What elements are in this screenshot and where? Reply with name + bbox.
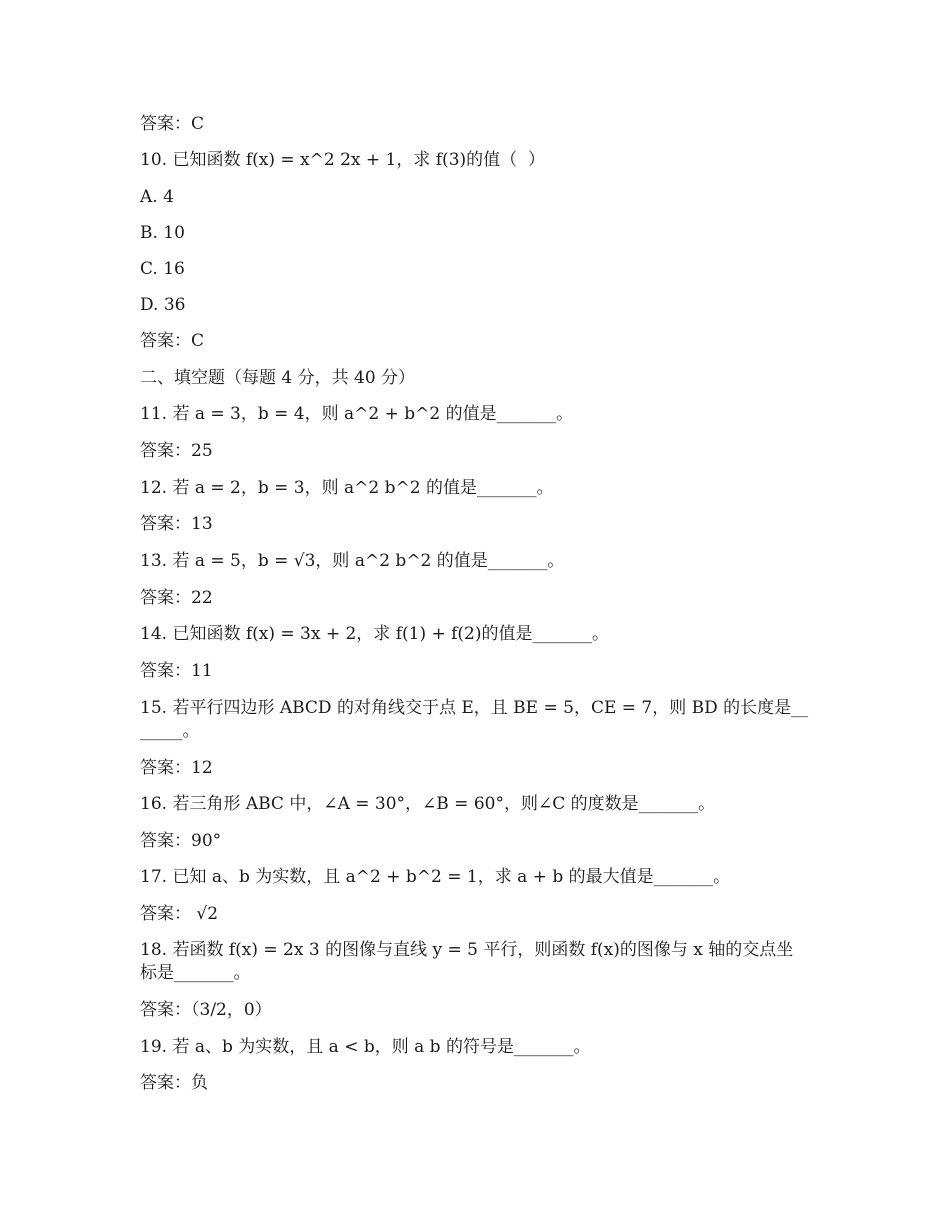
answer-17: 答案： √2: [140, 904, 219, 924]
answer-10: 答案：C: [140, 331, 205, 351]
option-d: D. 36: [140, 295, 186, 315]
answer-13: 答案：22: [140, 588, 213, 608]
answer-11: 答案：25: [140, 441, 213, 461]
question-15: 15. 若平行四边形 ABCD 的对角线交于点 E，且 BE = 5，CE = 7，则 BD 的长度是_______。: [140, 698, 809, 741]
option-c: C. 16: [140, 259, 185, 279]
answer-15: 答案：12: [140, 758, 213, 778]
answer-14: 答案：11: [140, 661, 213, 681]
question-13: 13. 若 a = 5，b = √3，则 a^2 b^2 的值是_______。: [140, 551, 565, 571]
answer-16: 答案：90°: [140, 831, 222, 851]
question-11: 11. 若 a = 3，b = 4，则 a^2 + b^2 的值是_______。: [140, 404, 574, 424]
question-10: 10. 已知函数 f(x) = x^2 2x + 1，求 f(3)的值（ ）: [140, 150, 545, 170]
option-b: B. 10: [140, 223, 185, 243]
question-17: 17. 已知 a、b 为实数，且 a^2 + b^2 = 1，求 a + b 的最大值是_______。: [140, 867, 731, 887]
question-12: 12. 若 a = 2，b = 3，则 a^2 b^2 的值是_______。: [140, 478, 554, 498]
section-heading: 二、填空题（每题 4 分，共 40 分）: [140, 368, 416, 388]
question-18: 18. 若函数 f(x) = 2x 3 的图像与直线 y = 5 平行，则函数 f(x)的图像与 x 轴的交点坐标是_______。: [140, 940, 794, 983]
answer-12: 答案：13: [140, 514, 213, 534]
answer-19: 答案：负: [140, 1073, 208, 1093]
question-16: 16. 若三角形 ABC 中，∠A = 30°，∠B = 60°，则∠C 的度数是_______。: [140, 794, 716, 814]
question-14: 14. 已知函数 f(x) = 3x + 2，求 f(1) + f(2)的值是_______。: [140, 624, 610, 644]
answer-18: 答案：（3/2，0）: [140, 1000, 272, 1020]
option-a: A. 4: [140, 187, 174, 207]
question-19: 19. 若 a、b 为实数，且 a < b，则 a b 的符号是_______。: [140, 1037, 591, 1057]
answer-9: 答案：C: [140, 114, 205, 134]
